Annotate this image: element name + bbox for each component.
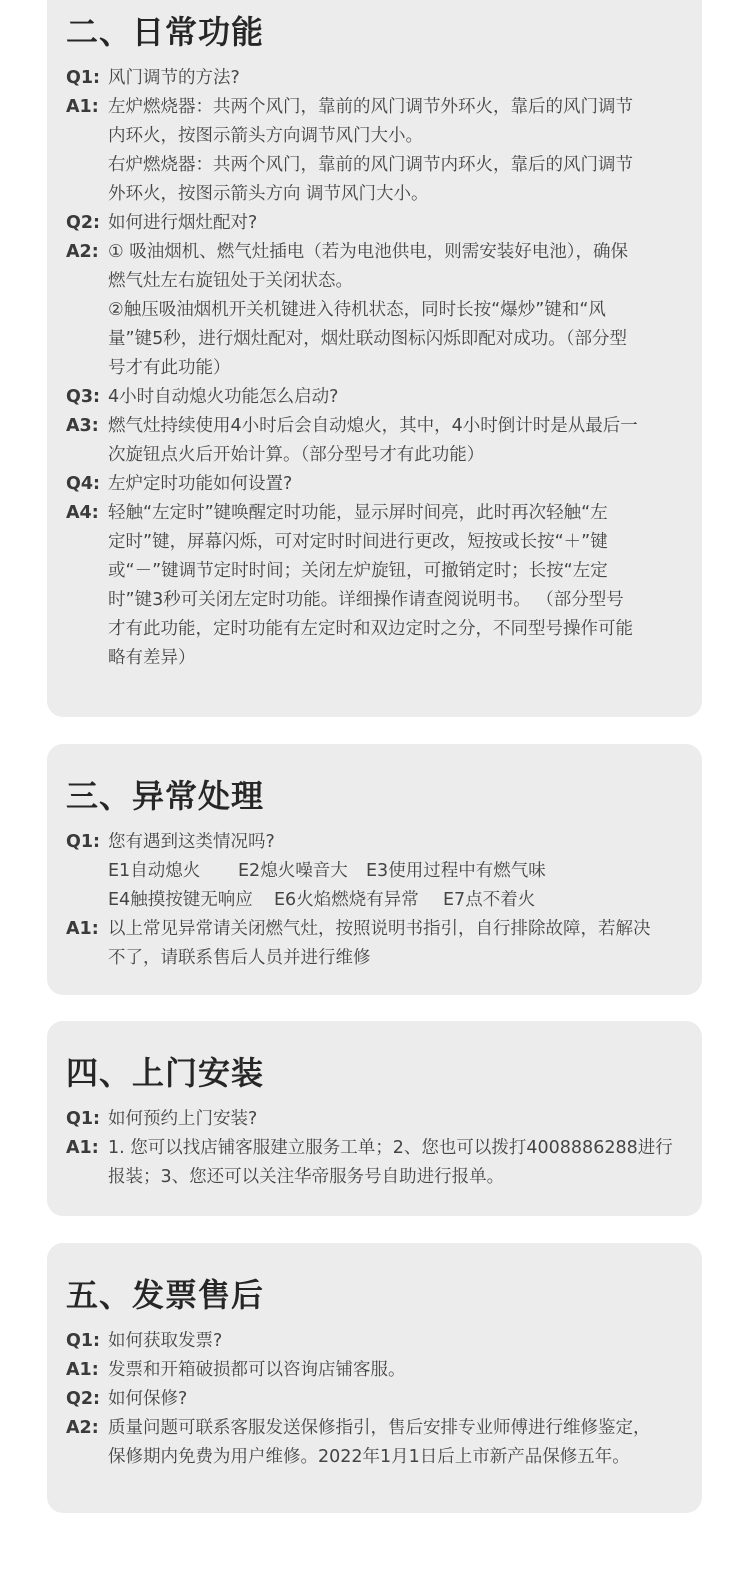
question-item: [66, 1327, 692, 1356]
qa-list: [66, 1327, 692, 1472]
question-tag: Q1:: [66, 68, 101, 88]
answer-line: 1. 您可以找店铺客服建立服务工单；2、您也可以拨打4008886288进行: [108, 1138, 673, 1158]
question-item: [66, 1385, 692, 1414]
section-title: 四、上门安装: [66, 1054, 265, 1092]
answer-item: [66, 915, 692, 973]
section-title: 三、异常处理: [66, 777, 265, 815]
answer-tag: A1:: [66, 97, 99, 117]
answer-line: 量”键5秒，进行烟灶配对，烟灶联动图标闪烁即配对成功。（部分型: [108, 329, 627, 349]
answer-line: 质量问题可联系客服发送保修指引，售后安排专业师傅进行维修鉴定，: [108, 1418, 651, 1438]
answer-line: ① 吸油烟机、燃气灶插电（若为电池供电，则需安装好电池），确保: [108, 242, 628, 262]
question-text: 如何获取发票?: [108, 1331, 223, 1351]
answer-line: 才有此功能，定时功能有左定时和双边定时之分，不同型号操作可能: [108, 619, 633, 639]
answer-line: 略有差异）: [108, 648, 196, 668]
answer-item: [66, 499, 692, 673]
answer-line: 右炉燃烧器：共两个风门，靠前的风门调节内环火，靠后的风门调节: [108, 155, 633, 175]
qa-list: [66, 64, 692, 673]
question-tag: Q4:: [66, 474, 101, 494]
section-title: 五、发票售后: [66, 1276, 265, 1314]
question-tag: Q1:: [66, 1109, 101, 1129]
question-item: [66, 828, 692, 915]
answer-tag: A1:: [66, 919, 99, 939]
question-item: [66, 470, 692, 499]
question-item: [66, 209, 692, 238]
question-item: [66, 383, 692, 412]
question-text: 风门调节的方法?: [108, 68, 240, 88]
question-text: 如何进行烟灶配对?: [108, 213, 258, 233]
question-tag: Q1:: [66, 1331, 101, 1351]
answer-item: [66, 412, 692, 470]
answer-tag: A2:: [66, 1418, 99, 1438]
section-installation: [47, 1021, 702, 1216]
question-text: 如何预约上门安装?: [108, 1109, 258, 1129]
error-code-row: [108, 857, 692, 886]
section-troubleshooting: [47, 744, 702, 995]
answer-tag: A3:: [66, 416, 99, 436]
question-item: [66, 1105, 692, 1134]
error-code: E7点不着火: [443, 890, 536, 910]
section-invoice-aftersales: [47, 1243, 702, 1513]
answer-tag: A1:: [66, 1138, 99, 1158]
answer-line: 燃气灶左右旋钮处于关闭状态。: [108, 271, 353, 291]
error-code: E3使用过程中有燃气味: [366, 861, 546, 881]
answer-line: ②触压吸油烟机开关机键进入待机状态，同时长按“爆炒”键和“风: [108, 300, 606, 320]
error-code: E2熄火噪音大: [238, 861, 348, 881]
answer-line: 不了，请联系售后人员并进行维修: [108, 948, 371, 968]
question-tag: Q1:: [66, 832, 101, 852]
question-text: 如何保修?: [108, 1389, 188, 1409]
question-tag: Q2:: [66, 1389, 101, 1409]
question-text: 左炉定时功能如何设置?: [108, 474, 293, 494]
section-daily-functions: [47, 0, 702, 717]
answer-line: 轻触“左定时”键唤醒定时功能，显示屏时间亮，此时再次轻触“左: [108, 503, 608, 523]
answer-tag: A4:: [66, 503, 99, 523]
answer-line: 燃气灶持续使用4小时后会自动熄火，其中，4小时倒计时是从最后一: [108, 416, 638, 436]
error-code: E4触摸按键无响应: [108, 890, 253, 910]
answer-line: 报装；3、您还可以关注华帝服务号自助进行报单。: [108, 1167, 505, 1187]
answer-line: 次旋钮点火后开始计算。（部分型号才有此功能）: [108, 445, 485, 465]
question-item: [66, 64, 692, 93]
answer-tag: A1:: [66, 1360, 99, 1380]
error-code-row: [108, 886, 692, 915]
answer-line: 保修期内免费为用户维修。2022年1月1日后上市新产品保修五年。: [108, 1447, 630, 1467]
error-code: E6火焰燃烧有异常: [274, 890, 419, 910]
answer-line: 时”键3秒可关闭左定时功能。详细操作请查阅说明书。 （部分型号: [108, 590, 624, 610]
answer-line: 左炉燃烧器：共两个风门，靠前的风门调节外环火，靠后的风门调节: [108, 97, 633, 117]
section-title: 二、日常功能: [66, 13, 265, 51]
answer-tag: A2:: [66, 242, 99, 262]
answer-item: [66, 238, 692, 383]
answer-line: 内环火，按图示箭头方向调节风门大小。: [108, 126, 423, 146]
answer-item: [66, 1414, 692, 1472]
question-tag: Q2:: [66, 213, 101, 233]
answer-line: 发票和开箱破损都可以咨询店铺客服。: [108, 1360, 406, 1380]
answer-line: 以上常见异常请关闭燃气灶，按照说明书指引，自行排除故障，若解决: [108, 919, 651, 939]
error-code: E1自动熄火: [108, 861, 201, 881]
question-tag: Q3:: [66, 387, 101, 407]
answer-line: 外环火，按图示箭头方向 调节风门大小。: [108, 184, 429, 204]
question-text: 您有遇到这类情况吗?: [108, 832, 275, 852]
answer-line: 定时”键，屏幕闪烁，可对定时时间进行更改，短按或长按“＋”键: [108, 532, 608, 552]
answer-line: 号才有此功能）: [108, 358, 231, 378]
answer-item: [66, 1356, 692, 1385]
answer-item: [66, 1134, 692, 1192]
answer-item: [66, 93, 692, 209]
question-text: 4小时自动熄火功能怎么启动?: [108, 387, 339, 407]
qa-list: [66, 1105, 692, 1192]
answer-line: 或“－”键调节定时时间；关闭左炉旋钮，可撤销定时；长按“左定: [108, 561, 608, 581]
